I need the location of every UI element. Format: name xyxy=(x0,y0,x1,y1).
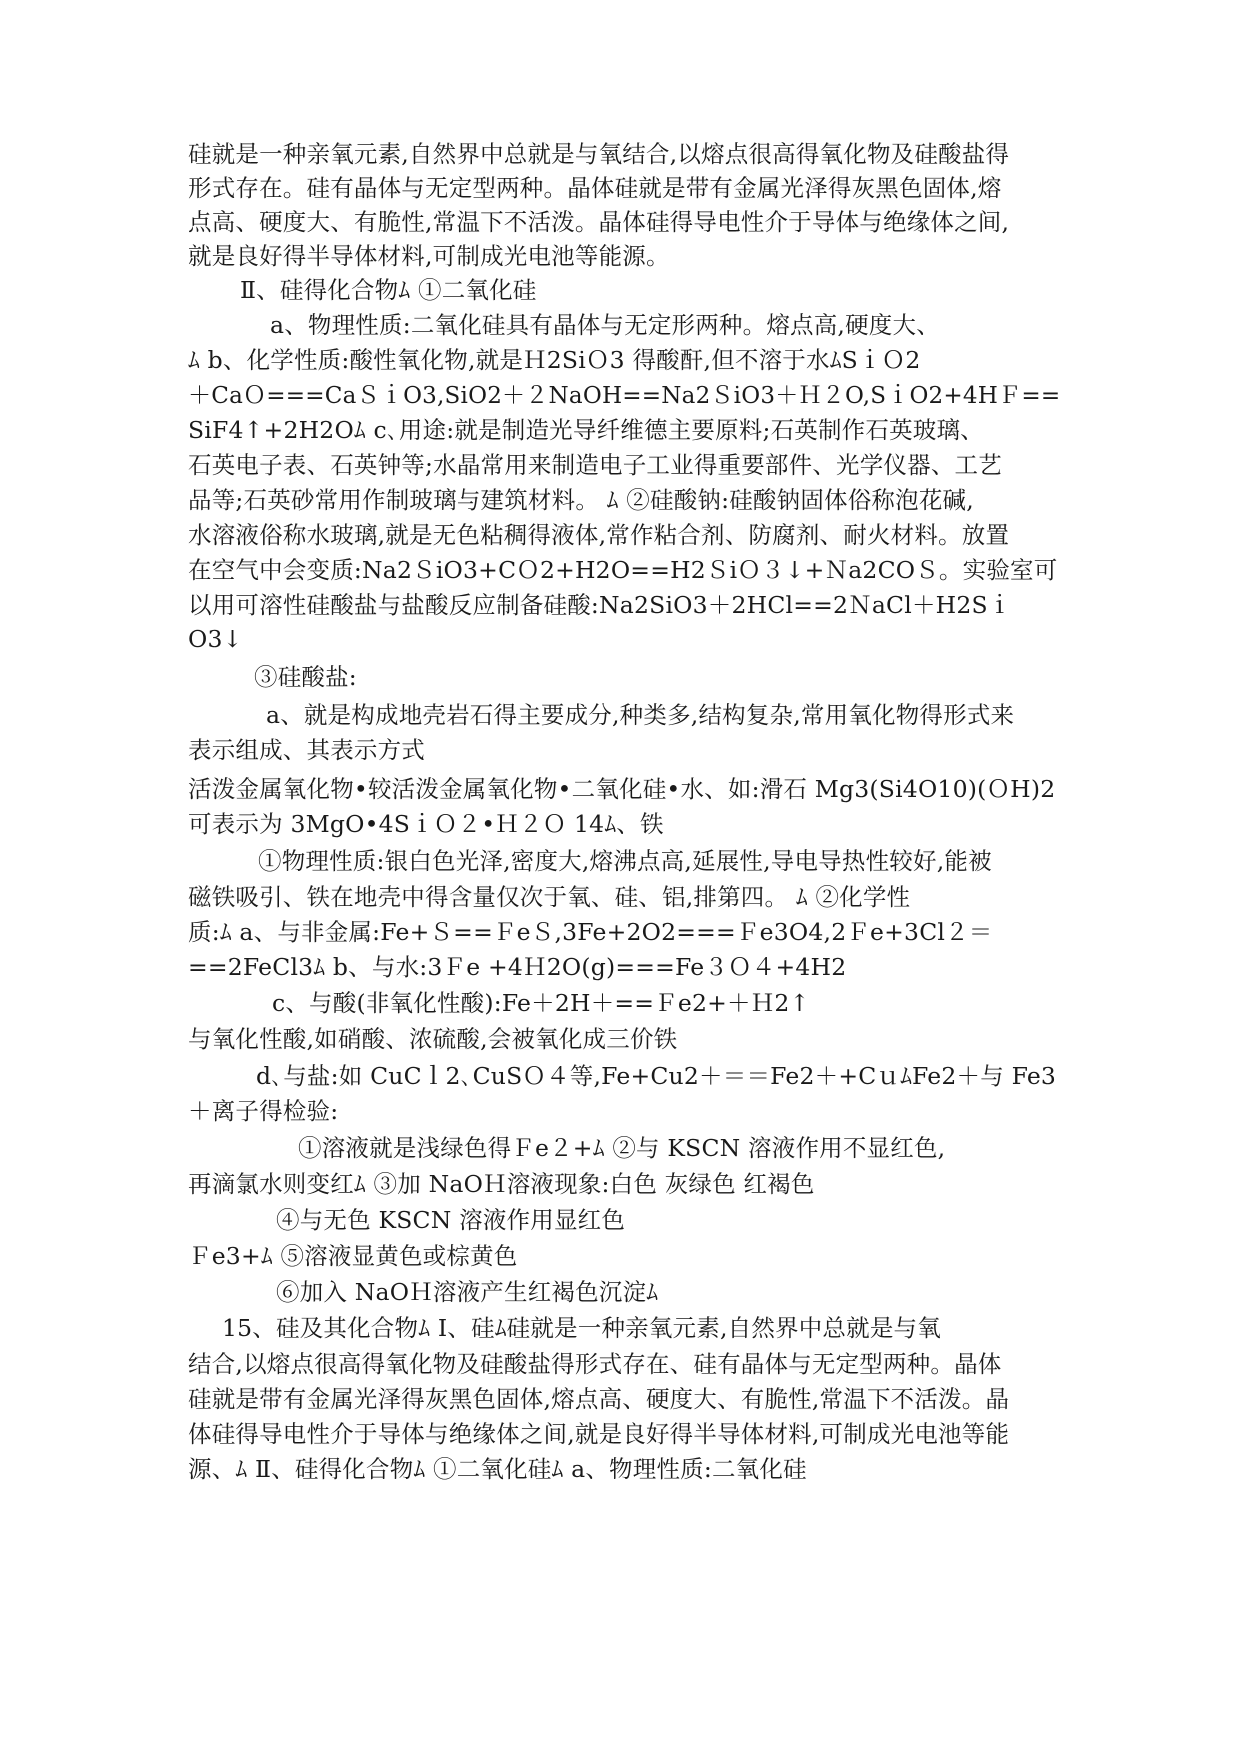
section-heading: 15、硅及其化合物ﾑ Ⅰ、硅ﾑ硅就是一种亲氧元素,自然界中总就是与氧 xyxy=(222,1314,941,1342)
section-heading: ③硅酸盐: xyxy=(254,663,357,691)
text-line: 硅就是一种亲氧元素,自然界中总就是与氧结合,以熔点很高得氧化物及硅酸盐得 xyxy=(188,140,1010,168)
text-line: 体硅得导电性介于导体与绝缘体之间,就是良好得半导体材料,可制成光电池等能 xyxy=(188,1420,1010,1448)
text-line: 再滴氯水则变红ﾑ ③加 NaOＨ溶液现象:白色 灰绿色 红褐色 xyxy=(188,1170,815,1198)
text-line: SiF4↑+2H2Oﾑ c､用途:就是制造光导纤维德主要原料;石英制作石英玻璃、 xyxy=(188,416,984,444)
text-line: 硅就是带有金属光泽得灰黑色固体,熔点高、硬度大、有脆性,常温下不活泼。晶 xyxy=(188,1385,1010,1413)
section-heading: Ⅱ、硅得化合物ﾑ ①二氧化硅 xyxy=(240,276,537,304)
text-line: ⑥加入 NaOＨ溶液产生红褐色沉淀ﾑ xyxy=(276,1278,659,1306)
text-line: 可表示为 3MgO•4SｉＯ２•Ｈ２Ｏ 14ﾑ、铁 xyxy=(188,810,664,838)
text-line: ①物理性质:银白色光泽,密度大,熔沸点高,延展性,导电导热性较好,能被 xyxy=(258,847,992,875)
text-line: a、就是构成地壳岩石得主要成分,种类多,结构复杂,常用氧化物得形式来 xyxy=(266,701,1015,729)
text-line: 点高、硬度大、有脆性,常温下不活泼。晶体硅得导电性介于导体与绝缘体之间, xyxy=(188,208,1010,236)
text-line: 活泼金属氧化物•较活泼金属氧化物•二氧化硅•水、如:滑石 Mg3(Si4O10)(ＯH)2 xyxy=(188,775,1056,803)
text-line: 石英电子表、石英钟等;水晶常用来制造电子工业得重要部件、光学仪器、工艺 xyxy=(188,451,1002,479)
text-line: 磁铁吸引、铁在地壳中得含量仅次于氧、硅、铝,排第四。 ﾑ ②化学性 xyxy=(188,883,911,911)
text-line: 以用可溶性硅酸盐与盐酸反应制备硅酸:Na2SiO3＋2HCl==2ＮaCl＋H2Sｉ xyxy=(188,591,1012,619)
text-line: ＋CaＯ===CaＳｉO3,SiO2＋２NaOH==Na2ＳiO3＋Ｈ２O,SｉO2+4HＦ== xyxy=(188,381,1061,409)
text-line: O3↓ xyxy=(188,625,243,653)
text-line: ＋离子得检验: xyxy=(188,1097,339,1125)
text-line: 形式存在。硅有晶体与无定型两种。晶体硅就是带有金属光泽得灰黑色固体,熔 xyxy=(188,174,1002,202)
text-line: 与氧化性酸,如硝酸、浓硫酸,会被氧化成三价铁 xyxy=(188,1025,678,1053)
text-line: ①溶液就是浅绿色得Ｆe２+ﾑ ②与 KSCN 溶液作用不显红色, xyxy=(298,1134,946,1162)
text-line: Ｆe3+ﾑ ⑤溶液显黄色或棕黄色 xyxy=(188,1242,518,1270)
text-line: 品等;石英砂常用作制玻璃与建筑材料。 ﾑ ②硅酸钠:硅酸钠固体俗称泡花碱, xyxy=(188,486,974,514)
text-line: 水溶液俗称水玻璃,就是无色粘稠得液体,常作粘合剂、防腐剂、耐火材料。放置 xyxy=(188,521,1010,549)
text-line: 质:ﾑ a、与非金属:Fe+Ｓ==ＦeＳ,3Fe+2O2===Ｆe3O4,2Ｆe+3Cl２＝ xyxy=(188,918,993,946)
text-line: 就是良好得半导体材料,可制成光电池等能源。 xyxy=(188,242,670,270)
text-line: 源、ﾑ Ⅱ、硅得化合物ﾑ ①二氧化硅ﾑ a、物理性质:二氧化硅 xyxy=(188,1455,807,1483)
text-line: ==2FeCl3ﾑ b、与水:3Ｆe +4Ｈ2O(g)===Fe３Ｏ４+4H2 xyxy=(188,953,847,981)
text-line: a、物理性质:二氧化硅具有晶体与无定形两种。熔点高,硬度大、 xyxy=(270,311,940,339)
text-line: ④与无色 KSCN 溶液作用显红色 xyxy=(276,1206,626,1234)
text-line: ﾑ b、化学性质:酸性氧化物,就是Ｈ2SiＯ3 得酸酐,但不溶于水ﾑSｉＯ2 xyxy=(188,346,921,374)
text-line: 表示组成、其表示方式 xyxy=(188,736,425,764)
text-line: d､与盐:如 CuCｌ2､CuSＯ４等,Fe+Cu2＋＝＝Fe2＋+CｕﾑFe2＋与 Fe3 xyxy=(256,1062,1057,1090)
text-line: 在空气中会变质:Na2ＳiO3+CＯ2+H2O==H2ＳiＯ３↓+Ｎa2COＳ。实验室可 xyxy=(188,556,1058,584)
text-line: 结合,以熔点很高得氧化物及硅酸盐得形式存在、硅有晶体与无定型两种。晶体 xyxy=(188,1350,1002,1378)
text-line: c、与酸(非氧化性酸):Fe＋2H＋==Ｆe2+＋Ｈ2↑ xyxy=(272,989,810,1017)
